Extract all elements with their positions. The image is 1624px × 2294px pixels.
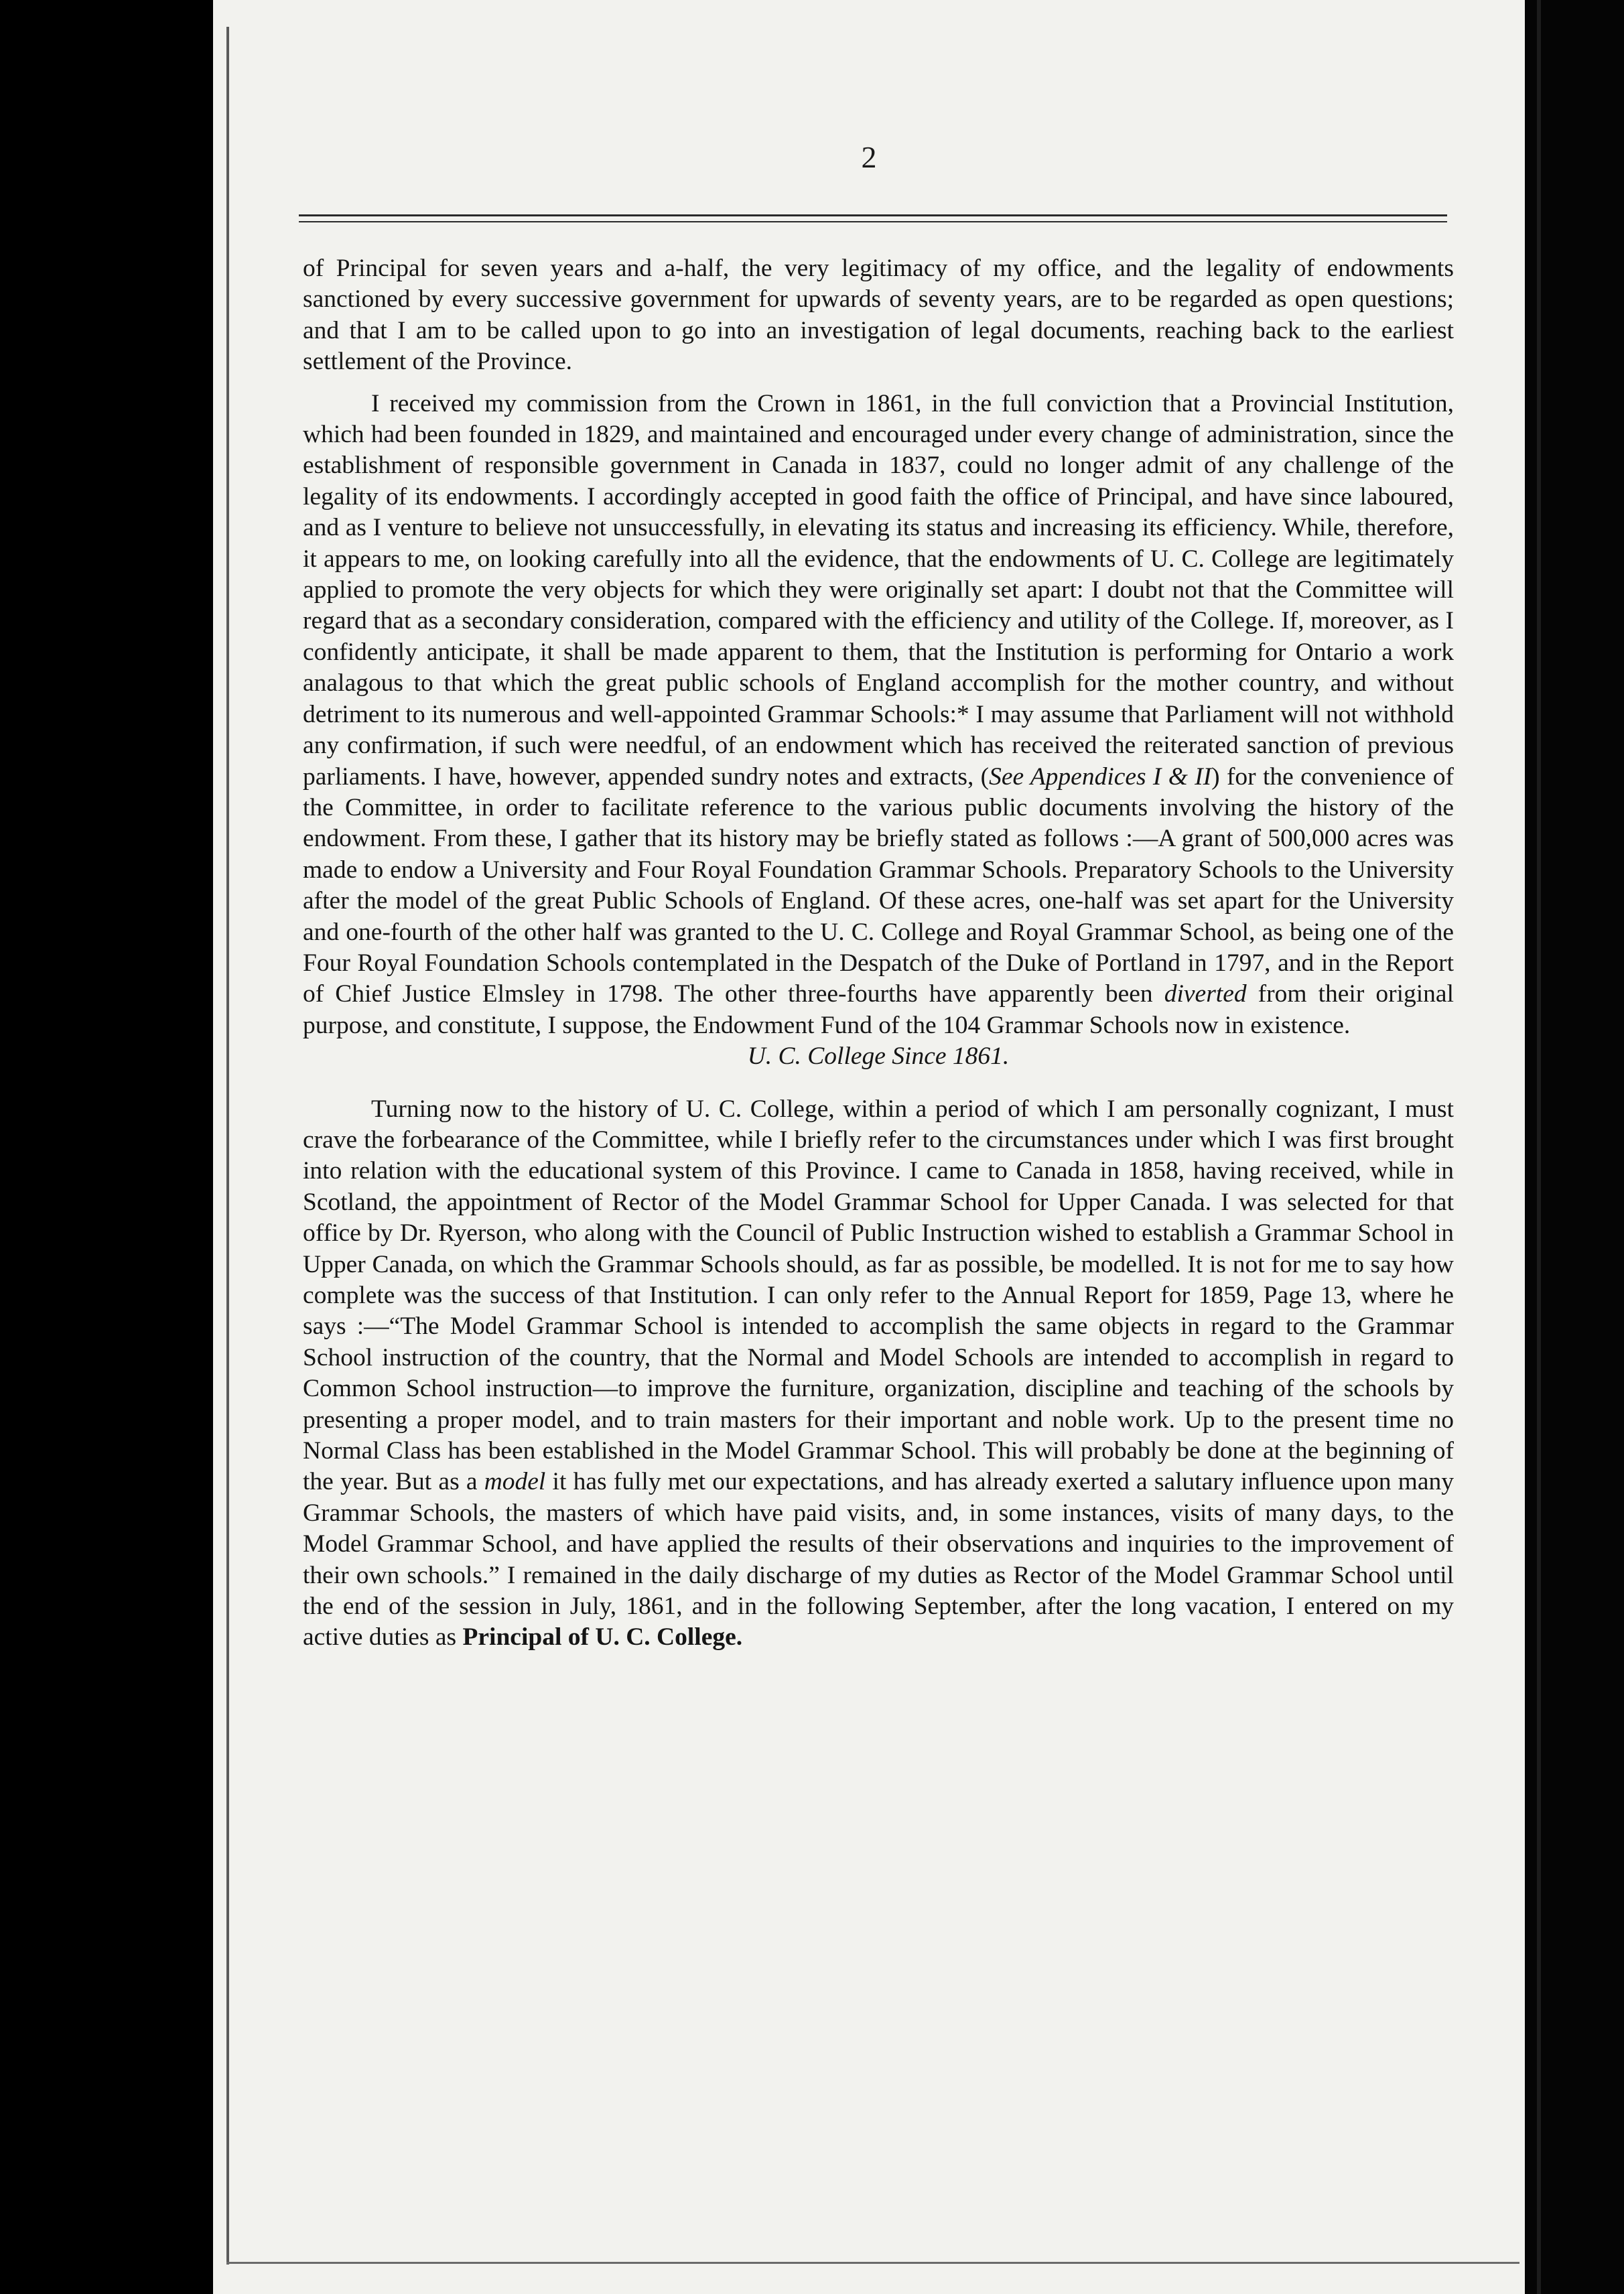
paragraph-2-text-c: from their original purpose, and constitute, I suppose, the Endowment Fund of the 104 Grammar Schools now in existence.	[303, 980, 1454, 1039]
paragraph-1	[303, 253, 1454, 378]
page-number: 2	[861, 140, 877, 174]
page-border-bottom	[226, 2262, 1519, 2264]
section-heading: U. C. College Since 1861.	[747, 1042, 1010, 1071]
scanned-page	[213, 0, 1525, 2294]
paragraph-3	[303, 1094, 1454, 1654]
paragraph-2-text-a: I received my commission from the Crown in 1861, in the full conviction that a Provincial Institution, which had been founded in 1829, and maintained and encouraged under every change of administration, since the establishment of responsible government in Canada in 1837, could no longer admit of any challenge of the legality of its endowments. I accordingly accepted in good faith the office of Principal, and have since laboured, and as I venture to believe not unsuccessfully, in elevating its status and increasing its efficiency. While, therefore, it appears to me, on looking carefully into all the evidence, that the endowments of U. C. College are legitimately applied to promote the very objects for which they were originally set apart: I doubt not that the Committee will regard that as a secondary consideration, compared with the efficiency and utility of the College. If, moreover, as I confidently anticipate, it shall be made apparent to them, that the Institution is performing for Ontario a work analagous to that which the great public schools of England accomplish for the mother country, and without detriment to its numerous and well-appointed Grammar Schools:* I may assume that Parliament will not withhold any confirmation, if such were needful, of an endowment which has received the reiterated sanction of previous parliaments. I have, however, appended sundry notes and extracts, (	[303, 389, 1454, 791]
header-rule-thin	[299, 221, 1447, 222]
paragraph-2	[303, 389, 1454, 1042]
paragraph-3-text-b: it has fully met our expectations, and has already exerted a salutary influence upon many Grammar Schools, the masters of which have paid visits, and, in some instances, visits of many days, to the Model Grammar School, and have applied the results of their observations and inquiries to the improvement of their own schools.” I remained in the daily discharge of my duties as Rector of the Model Grammar School until the end of the session in July, 1861, and in the following September, after the long vacation, I entered on my active duties as	[303, 1468, 1454, 1651]
page-border-left	[226, 27, 229, 2265]
body-text	[303, 253, 1454, 1654]
paragraph-1-text: of Principal for seven years and a-half, the very legitimacy of my office, and the legality of endowments sanctioned by every successive government for upwards of seventy years, are to be regarded as open questions; and that I am to be called upon to go into an investigation of legal documents, reaching back to the earliest settlement of the Province.	[303, 255, 1454, 376]
model-word: model	[484, 1468, 546, 1496]
closing-bold-text: Principal of U. C. College.	[462, 1623, 743, 1651]
scan-edge-stroke	[1537, 0, 1541, 2294]
diverted-word: diverted	[1164, 980, 1247, 1008]
appendices-reference: See Appendices I & II	[989, 762, 1212, 791]
paragraph-3-text-a: Turning now to the history of U. C. College, within a period of which I am personally cognizant, I must crave the forbearance of the Committee, while I briefly refer to the circumstances under which I was first brought into relation with the educational system of this Province. I came to Canada in 1858, having received, while in Scotland, the appointment of Rector of the Model Grammar School for Upper Canada. I was selected for that office by Dr. Ryerson, who along with the Council of Public Instruction wished to establish a Grammar School in Upper Canada, on which the Grammar Schools should, as far as possible, be modelled. It is not for me to say how complete was the success of that Institution. I can only refer to the Annual Report for 1859, Page 13, where he says :—“The Model Grammar School is intended to accomplish the same objects in regard to the Grammar School instruction of the country, that the Normal and Model Schools are intended to accomplish in regard to Common School instruction—to improve the furniture, organization, discipline and teaching of the schools by presenting a proper model, and to train masters for their important and noble work. Up to the present time no Normal Class has been established in the Model Grammar School. This will probably be done at the beginning of the year. But as a	[303, 1095, 1454, 1496]
paragraph-2-text-b: ) for the convenience of the Committee, in order to facilitate reference to the various public documents involving the history of the endowment. From these, I gather that its history may be briefly stated as follows :—A grant of 500,000 acres was made to endow a University and Four Royal Foundation Grammar Schools. Preparatory Schools to the University after the model of the great Public Schools of England. Of these acres, one-half was set apart for the University and one-fourth of the other half was granted to the U. C. College and Royal Grammar School, as being one of the Four Royal Foundation Schools contemplated in the Despatch of the Duke of Portland in 1797, and in the Report of Chief Justice Elmsley in 1798. The other three-fourths have apparently been	[303, 762, 1454, 1008]
header-rule	[299, 214, 1447, 216]
